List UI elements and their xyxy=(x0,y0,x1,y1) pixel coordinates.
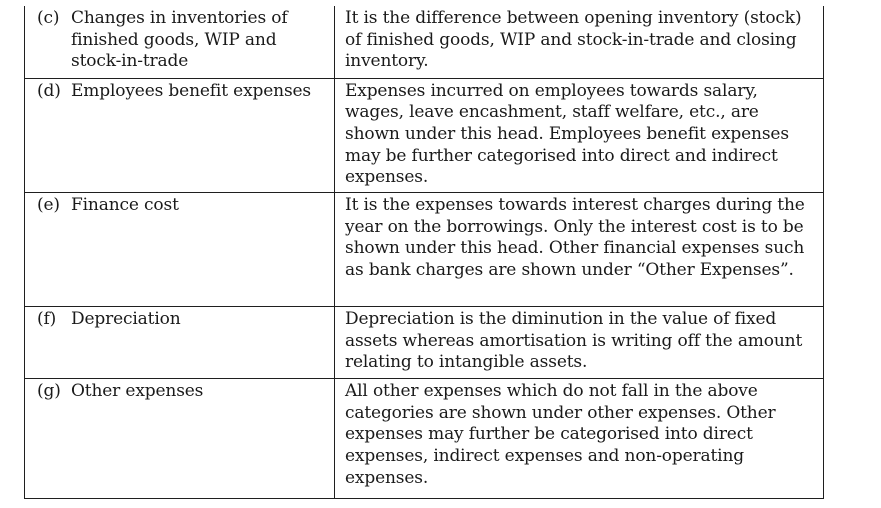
term-label: Changes in inventories of finished goods, WIP and stock-in-trade xyxy=(71,8,288,72)
row-letter: (e) xyxy=(37,195,60,216)
term-cell xyxy=(25,6,335,78)
row-letter: (g) xyxy=(37,381,61,402)
description-cell: Depreciation is the diminution in the value of fixed assets whereas amortisation is writing off the amount relating to intangible assets. xyxy=(335,307,824,379)
table-row xyxy=(25,193,824,307)
description-cell: Expenses incurred on employees towards salary, wages, leave encashment, staff welfare, etc., are shown under this head. Employees benefit expenses may be further categorised into direct and indirect expenses. xyxy=(335,78,824,193)
row-letter: (c) xyxy=(37,8,60,28)
table-row xyxy=(25,78,824,193)
description-cell: It is the expenses towards interest charges during the year on the borrowings. Only the interest cost is to be shown under this head. Other financial expenses such as bank charges are shown under “Other Expenses”. xyxy=(335,193,824,307)
term-label: Depreciation xyxy=(71,309,181,330)
term-cell xyxy=(25,193,335,307)
expense-definitions-table xyxy=(24,6,824,499)
term-label: Other expenses xyxy=(71,381,204,402)
row-letter: (d) xyxy=(37,80,61,101)
term-label: Finance cost xyxy=(71,195,179,216)
term-cell xyxy=(25,78,335,193)
term-label: Employees benefit expenses xyxy=(71,80,312,101)
term-cell xyxy=(25,379,335,499)
term-cell xyxy=(25,307,335,379)
description-cell: All other expenses which do not fall in the above categories are shown under other expenses. Other expenses may further be categorised into direct expenses, indirect expenses and non-operating expenses. xyxy=(335,379,824,499)
table-row xyxy=(25,379,824,499)
row-letter: (f) xyxy=(37,309,57,330)
description-cell: It is the difference between opening inventory (stock) of finished goods, WIP and stock-in-trade and closing inventory. xyxy=(335,6,824,78)
table-row xyxy=(25,307,824,379)
table-row xyxy=(25,6,824,78)
